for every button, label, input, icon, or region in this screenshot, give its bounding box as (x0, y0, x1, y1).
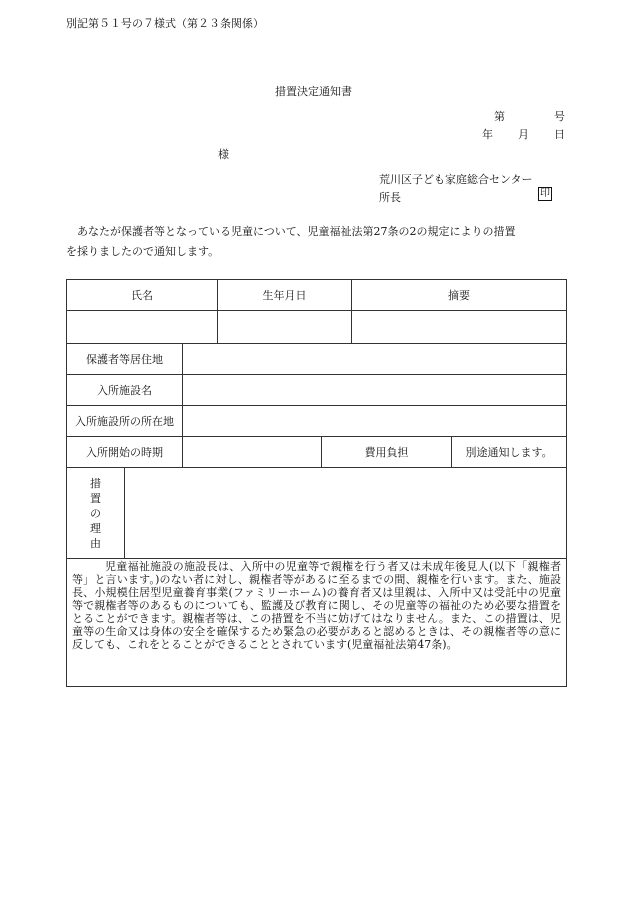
date-day-label: 日 (554, 128, 565, 141)
label-reason: 措 置 の 理 由 (67, 468, 125, 559)
issuer-title: 所長 (379, 191, 401, 204)
decision-table (66, 279, 567, 687)
date-year-label: 年 (482, 128, 493, 141)
label-guardian-address: 保護者等居住地 (67, 344, 183, 375)
document-title: 措置決定通知書 (275, 85, 352, 98)
label-cost-burden: 費用負担 (322, 437, 452, 468)
legal-notice: 児童福祉施設の施設長は、入所中の児童等で親権を行う者又は未成年後見人(以下「親権者等」と言います。)のない者に対し、親権者等があるに至るまでの間、親権を行います。また、施設長、小規模住居型児童養育事業(ファミリーホーム)の養育者又は里親は、入所中又は受託中の児童等で親権者等のあるものについても、監護及び教育に関し、その児童等の福祉のため必要な措置をとることができます。親権者等は、この措置を不当に妨げてはなりません。また、この措置は、児童等の生命又は身体の安全を確保するため緊急の必要があると認めるときは、その親権者等の意に反しても、これをとることができることとされています(児童福祉法第47条)。 (72, 560, 562, 651)
form-reference: 別記第５１号の７様式（第２３条関係） (66, 17, 264, 30)
label-facility-name: 入所施設名 (67, 375, 183, 406)
birthdate-field[interactable] (218, 311, 352, 344)
date-month-label: 月 (518, 128, 529, 141)
number-suffix: 号 (554, 110, 565, 123)
header-summary: 摘要 (352, 280, 567, 311)
issuer-name: 荒川区子ども家庭総合センター (379, 173, 533, 186)
notice-cell (67, 559, 567, 687)
facility-location-field[interactable] (183, 406, 567, 437)
header-birthdate: 生年月日 (218, 280, 352, 311)
intro-paragraph: あなたが保護者等となっている児童について、児童福祉法第27条の2の規定によりの措置を採りましたので通知します。 (66, 225, 516, 258)
label-start-time: 入所開始の時期 (67, 437, 183, 468)
facility-name-field[interactable] (183, 375, 567, 406)
guardian-address-field[interactable] (183, 344, 567, 375)
addressee-suffix: 様 (218, 148, 229, 161)
summary-field[interactable] (352, 311, 567, 344)
number-prefix: 第 (494, 110, 505, 123)
label-facility-location: 入所施設所の所在地 (67, 406, 183, 437)
start-time-field[interactable] (183, 437, 322, 468)
header-name: 氏名 (67, 280, 218, 311)
seal-mark: 印 (540, 188, 550, 199)
name-field[interactable] (67, 311, 218, 344)
reason-field[interactable] (125, 468, 567, 559)
cost-burden-value: 別途通知します。 (452, 437, 567, 468)
